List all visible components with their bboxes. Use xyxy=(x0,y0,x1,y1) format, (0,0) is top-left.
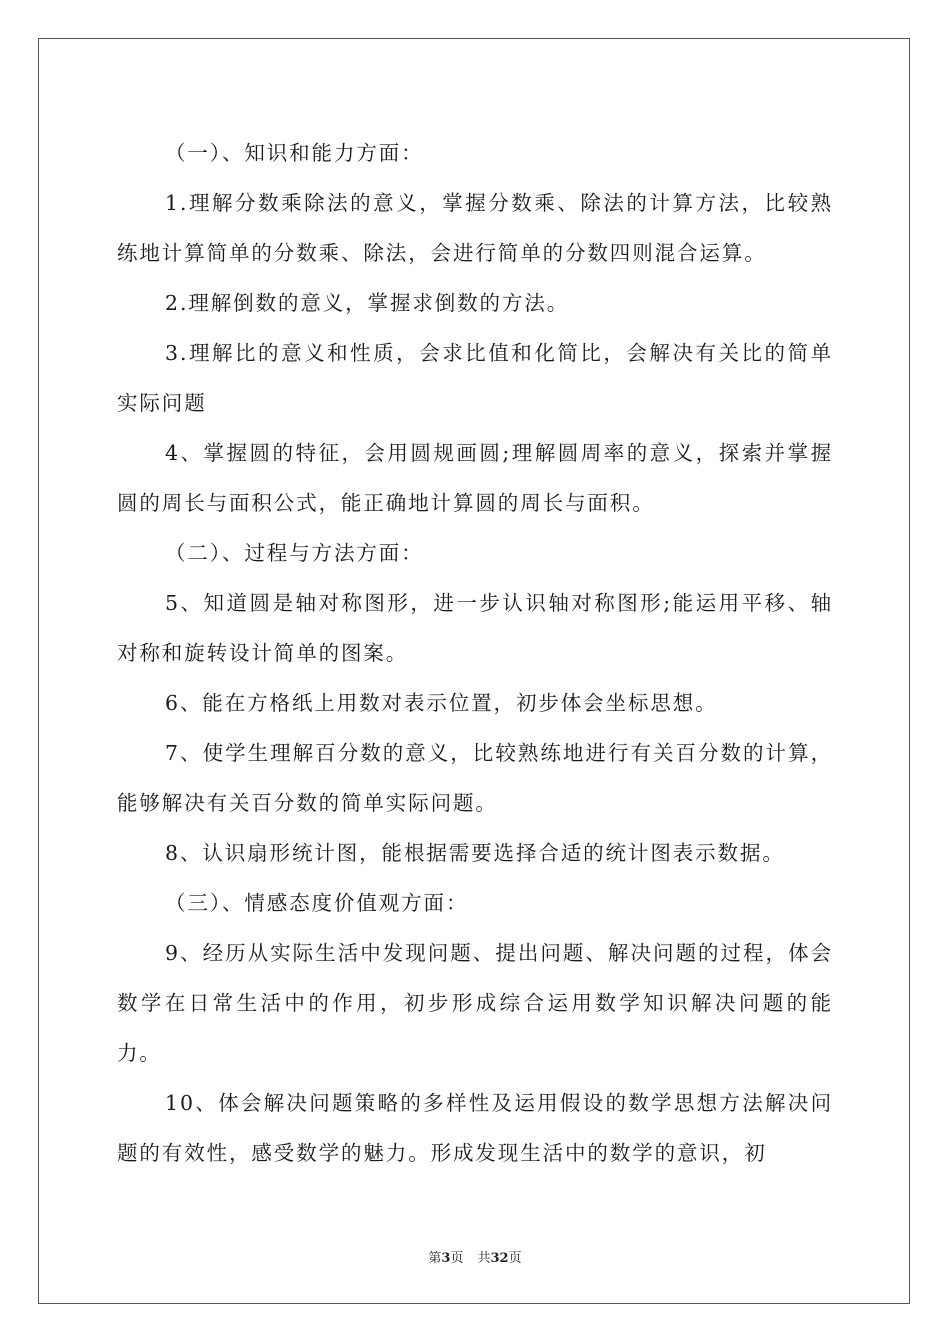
footer-total-prefix: 共 xyxy=(477,1251,491,1266)
footer-page-total: 32 xyxy=(490,1251,509,1266)
paragraph-item-7: 7、使学生理解百分数的意义，比较熟练地进行有关百分数的计算，能够解决有关百分数的简单实际问题。 xyxy=(117,741,833,815)
paragraph-item-6: 6、能在方格纸上用数对表示位置，初步体会坐标思想。 xyxy=(165,691,718,715)
section-heading-attitude: （三）、情感态度价值观方面： xyxy=(165,891,469,915)
section-heading-process: （二）、过程与方法方面： xyxy=(165,541,424,565)
footer-page-unit: 页 xyxy=(450,1251,464,1266)
paragraph-item-1: 1.理解分数乘除法的意义，掌握分数乘、除法的计算方法，比较熟练地计算简单的分数乘、除法，会进行简单的分数四则混合运算。 xyxy=(117,191,833,265)
paragraph-item-9: 9、经历从实际生活中发现问题、提出问题、解决问题的过程，体会数学在日常生活中的作用，初步形成综合运用数学知识解决问题的能力。 xyxy=(117,941,833,1065)
paragraph-item-5: 5、知道圆是轴对称图形，进一步认识轴对称图形;能运用平移、轴对称和旋转设计简单的图案。 xyxy=(117,591,833,665)
paragraph-item-4: 4、掌握圆的特征，会用圆规画圆;理解圆周率的意义，探索并掌握圆的周长与面积公式，能正确地计算圆的周长与面积。 xyxy=(117,441,833,515)
section-heading-knowledge: （一）、知识和能力方面： xyxy=(165,141,424,165)
paragraph-item-10: 10、体会解决问题策略的多样性及运用假设的数学思想方法解决问题的有效性，感受数学的魅力。形成发现生活中的数学的意识，初 xyxy=(117,1091,833,1165)
footer-total-unit: 页 xyxy=(508,1251,522,1266)
document-body xyxy=(117,128,833,1178)
page-footer xyxy=(0,1247,950,1266)
paragraph-item-8: 8、认识扇形统计图，能根据需要选择合适的统计图表示数据。 xyxy=(165,841,785,865)
footer-page-prefix: 第 xyxy=(428,1251,442,1266)
footer-page-current: 3 xyxy=(441,1251,451,1266)
paragraph-item-2: 2.理解倒数的意义，掌握求倒数的方法。 xyxy=(165,291,570,315)
paragraph-item-3: 3.理解比的意义和性质，会求比值和化简比，会解决有关比的简单实际问题 xyxy=(117,341,833,415)
